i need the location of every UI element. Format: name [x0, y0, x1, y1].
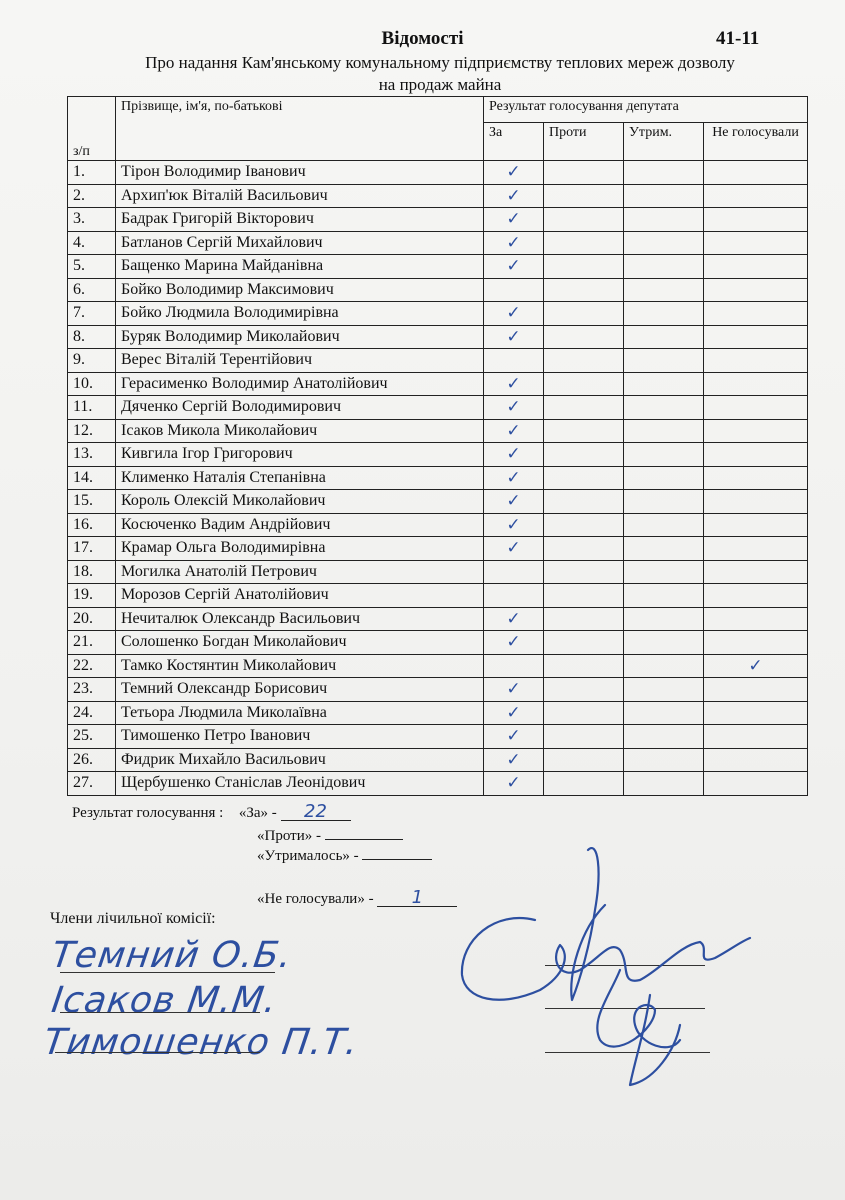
column-header-name: Прізвище, ім'я, по-батькові — [116, 97, 484, 161]
deputy-name: Кивгила Ігор Григорович — [116, 443, 484, 467]
vote-cell-not-voted — [704, 466, 808, 490]
vote-cell-for — [484, 466, 544, 490]
check-mark-icon: ✓ — [506, 491, 521, 512]
deputy-name: Бойко Людмила Володимирівна — [116, 302, 484, 326]
subtitle-line-2: на продаж майна — [378, 75, 502, 94]
vote-cell-for — [484, 772, 544, 796]
deputy-name: Фидрик Михайло Васильович — [116, 748, 484, 772]
deputy-name: Темний Олександр Борисович — [116, 678, 484, 702]
vote-cell-not-voted — [704, 654, 808, 678]
summary-against-value — [325, 839, 403, 840]
vote-cell-abstain — [624, 419, 704, 443]
table-row — [68, 419, 808, 443]
vote-cell-abstain — [624, 231, 704, 255]
vote-cell-for — [484, 513, 544, 537]
deputy-name: Бащенко Марина Майданівна — [116, 255, 484, 279]
commission-label: Члени лічильної комісії: — [50, 910, 216, 927]
table-row — [68, 560, 808, 584]
check-mark-icon: ✓ — [506, 749, 521, 770]
vote-cell-for — [484, 725, 544, 749]
summary-not-voted-label: «Не голосували» - — [257, 891, 374, 907]
row-number: 4. — [68, 231, 116, 255]
vote-cell-abstain — [624, 443, 704, 467]
vote-cell-not-voted — [704, 349, 808, 373]
deputy-name: Тамко Костянтин Миколайович — [116, 654, 484, 678]
deputy-name: Ісаков Микола Миколайович — [116, 419, 484, 443]
table-row — [68, 396, 808, 420]
vote-cell-against — [544, 372, 624, 396]
row-number: 17. — [68, 537, 116, 561]
summary-abstain-label: «Утрималось» - — [257, 848, 359, 864]
table-row — [68, 490, 808, 514]
table-row — [68, 607, 808, 631]
vote-cell-against — [544, 349, 624, 373]
vote-cell-for — [484, 607, 544, 631]
vote-cell-against — [544, 184, 624, 208]
table-row — [68, 466, 808, 490]
vote-cell-for — [484, 631, 544, 655]
vote-cell-for — [484, 372, 544, 396]
commission-member-2-handwritten: Ісаков М.М. — [49, 980, 280, 1021]
table-row — [68, 443, 808, 467]
vote-cell-not-voted — [704, 161, 808, 185]
vote-cell-for — [484, 184, 544, 208]
check-mark-icon: ✓ — [506, 303, 521, 324]
check-mark-icon: ✓ — [506, 444, 521, 465]
vote-cell-abstain — [624, 725, 704, 749]
vote-cell-against — [544, 772, 624, 796]
vote-cell-abstain — [624, 184, 704, 208]
row-number: 6. — [68, 278, 116, 302]
vote-cell-against — [544, 443, 624, 467]
check-mark-icon: ✓ — [506, 373, 521, 394]
vote-cell-against — [544, 584, 624, 608]
vote-cell-for — [484, 701, 544, 725]
vote-cell-for — [484, 443, 544, 467]
commission-member-1-handwritten: Темний О.Б. — [49, 935, 295, 976]
vote-cell-against — [544, 208, 624, 232]
check-mark-icon: ✓ — [506, 256, 521, 277]
vote-cell-for — [484, 278, 544, 302]
vote-cell-for — [484, 748, 544, 772]
vote-cell-against — [544, 537, 624, 561]
vote-cell-not-voted — [704, 419, 808, 443]
vote-cell-abstain — [624, 372, 704, 396]
column-header-result: Результат голосування депутата — [484, 97, 808, 123]
summary-against-label: «Проти» - — [257, 828, 321, 844]
row-number: 2. — [68, 184, 116, 208]
vote-cell-for — [484, 325, 544, 349]
deputy-name: Герасименко Володимир Анатолійович — [116, 372, 484, 396]
table-row — [68, 584, 808, 608]
vote-cell-abstain — [624, 255, 704, 279]
summary-for-value: 22 — [281, 804, 351, 821]
deputy-name: Нечиталюк Олександр Васильович — [116, 607, 484, 631]
vote-cell-abstain — [624, 537, 704, 561]
vote-cell-abstain — [624, 584, 704, 608]
column-header-number: з/п — [68, 97, 116, 161]
check-mark-icon: ✓ — [506, 608, 521, 629]
deputy-name: Тетьора Людмила Миколаївна — [116, 701, 484, 725]
vote-cell-against — [544, 255, 624, 279]
vote-cell-not-voted — [704, 184, 808, 208]
summary-row-abstain — [257, 848, 432, 865]
table-row — [68, 678, 808, 702]
vote-cell-abstain — [624, 349, 704, 373]
voting-table-body — [68, 161, 808, 796]
vote-cell-abstain — [624, 490, 704, 514]
vote-cell-for — [484, 419, 544, 443]
signature-stroke — [462, 918, 750, 1000]
row-number: 9. — [68, 349, 116, 373]
table-row — [68, 654, 808, 678]
table-row — [68, 325, 808, 349]
deputy-name: Батланов Сергій Михайлович — [116, 231, 484, 255]
table-row — [68, 349, 808, 373]
vote-cell-against — [544, 490, 624, 514]
vote-cell-abstain — [624, 631, 704, 655]
vote-cell-for — [484, 161, 544, 185]
table-row — [68, 302, 808, 326]
vote-cell-for — [484, 255, 544, 279]
row-number: 8. — [68, 325, 116, 349]
vote-cell-against — [544, 396, 624, 420]
deputy-name: Морозов Сергій Анатолійович — [116, 584, 484, 608]
summary-row-not-voted — [257, 887, 457, 908]
vote-cell-abstain — [624, 396, 704, 420]
vote-cell-for — [484, 231, 544, 255]
vote-cell-against — [544, 560, 624, 584]
vote-cell-not-voted — [704, 560, 808, 584]
vote-cell-not-voted — [704, 231, 808, 255]
signature-line — [60, 972, 275, 973]
vote-cell-against — [544, 678, 624, 702]
check-mark-icon: ✓ — [506, 632, 521, 653]
signature-line — [55, 1052, 260, 1053]
vote-cell-for — [484, 537, 544, 561]
summary-label: Результат голосування : — [72, 805, 224, 821]
vote-cell-not-voted — [704, 631, 808, 655]
check-mark-icon: ✓ — [506, 467, 521, 488]
row-number: 3. — [68, 208, 116, 232]
row-number: 11. — [68, 396, 116, 420]
document-subtitle — [80, 52, 800, 96]
vote-cell-for — [484, 584, 544, 608]
row-number: 20. — [68, 607, 116, 631]
document-title: Відомості — [381, 28, 464, 49]
deputy-name: Верес Віталій Терентійович — [116, 349, 484, 373]
row-number: 24. — [68, 701, 116, 725]
commission-member-3-handwritten: Тимошенко П.Т. — [41, 1022, 362, 1063]
vote-cell-against — [544, 466, 624, 490]
row-number: 13. — [68, 443, 116, 467]
column-header-against: Проти — [544, 123, 624, 161]
vote-cell-against — [544, 231, 624, 255]
vote-cell-abstain — [624, 208, 704, 232]
vote-cell-for — [484, 302, 544, 326]
table-row — [68, 255, 808, 279]
vote-cell-not-voted — [704, 748, 808, 772]
table-row — [68, 631, 808, 655]
table-row — [68, 513, 808, 537]
vote-cell-not-voted — [704, 678, 808, 702]
vote-cell-not-voted — [704, 443, 808, 467]
vote-cell-for — [484, 208, 544, 232]
vote-cell-not-voted — [704, 208, 808, 232]
row-number: 22. — [68, 654, 116, 678]
vote-cell-against — [544, 419, 624, 443]
table-row — [68, 701, 808, 725]
vote-cell-for — [484, 654, 544, 678]
subtitle-line-1: Про надання Кам'янському комунальному підприємству теплових мереж дозволу — [145, 53, 735, 72]
vote-cell-for — [484, 396, 544, 420]
table-row — [68, 161, 808, 185]
document-number: 41-11 — [716, 28, 760, 49]
check-mark-icon: ✓ — [506, 209, 521, 230]
row-number: 14. — [68, 466, 116, 490]
check-mark-icon: ✓ — [506, 538, 521, 559]
check-mark-icon: ✓ — [506, 420, 521, 441]
vote-cell-not-voted — [704, 278, 808, 302]
voting-table — [67, 96, 808, 796]
table-row — [68, 184, 808, 208]
vote-cell-not-voted — [704, 537, 808, 561]
vote-cell-abstain — [624, 701, 704, 725]
vote-cell-abstain — [624, 654, 704, 678]
table-row — [68, 537, 808, 561]
vote-cell-not-voted — [704, 701, 808, 725]
column-header-not-voted: Не голосували — [704, 123, 808, 161]
check-mark-icon: ✓ — [506, 702, 521, 723]
deputy-name: Крамар Ольга Володимирівна — [116, 537, 484, 561]
table-row — [68, 372, 808, 396]
vote-cell-abstain — [624, 560, 704, 584]
summary-abstain-value — [362, 859, 432, 860]
vote-cell-abstain — [624, 325, 704, 349]
vote-cell-against — [544, 302, 624, 326]
vote-cell-against — [544, 654, 624, 678]
summary-row-for — [72, 801, 351, 822]
vote-cell-not-voted — [704, 396, 808, 420]
column-header-for: За — [484, 123, 544, 161]
vote-cell-against — [544, 631, 624, 655]
vote-cell-against — [544, 513, 624, 537]
vote-cell-not-voted — [704, 372, 808, 396]
table-row — [68, 725, 808, 749]
vote-cell-against — [544, 325, 624, 349]
vote-cell-against — [544, 725, 624, 749]
row-number: 19. — [68, 584, 116, 608]
vote-cell-for — [484, 490, 544, 514]
vote-cell-abstain — [624, 748, 704, 772]
check-mark-icon: ✓ — [506, 232, 521, 253]
check-mark-icon: ✓ — [506, 773, 521, 794]
vote-cell-abstain — [624, 678, 704, 702]
row-number: 21. — [68, 631, 116, 655]
deputy-name: Солошенко Богдан Миколайович — [116, 631, 484, 655]
deputy-name: Могилка Анатолій Петрович — [116, 560, 484, 584]
check-mark-icon: ✓ — [506, 185, 521, 206]
vote-cell-not-voted — [704, 513, 808, 537]
check-mark-icon: ✓ — [506, 326, 521, 347]
check-mark-icon: ✓ — [506, 397, 521, 418]
check-mark-icon: ✓ — [748, 655, 763, 676]
deputy-name: Король Олексій Миколайович — [116, 490, 484, 514]
handwritten-signatures — [440, 830, 770, 1100]
vote-cell-against — [544, 748, 624, 772]
check-mark-icon: ✓ — [506, 514, 521, 535]
vote-cell-for — [484, 678, 544, 702]
check-mark-icon: ✓ — [506, 679, 521, 700]
table-row — [68, 208, 808, 232]
deputy-name: Тимошенко Петро Іванович — [116, 725, 484, 749]
summary-row-against — [257, 828, 403, 845]
deputy-name: Бойко Володимир Максимович — [116, 278, 484, 302]
check-mark-icon: ✓ — [506, 726, 521, 747]
vote-cell-abstain — [624, 466, 704, 490]
row-number: 12. — [68, 419, 116, 443]
row-number: 23. — [68, 678, 116, 702]
signature-stroke — [597, 970, 680, 1047]
vote-cell-against — [544, 161, 624, 185]
signature-line — [60, 1012, 260, 1013]
vote-cell-not-voted — [704, 325, 808, 349]
deputy-name: Щербушенко Станіслав Леонідович — [116, 772, 484, 796]
vote-cell-not-voted — [704, 255, 808, 279]
row-number: 26. — [68, 748, 116, 772]
vote-cell-for — [484, 349, 544, 373]
vote-cell-abstain — [624, 607, 704, 631]
summary-for-label: «За» - — [238, 805, 277, 821]
deputy-name: Архип'юк Віталій Васильович — [116, 184, 484, 208]
vote-cell-for — [484, 560, 544, 584]
vote-cell-abstain — [624, 513, 704, 537]
deputy-name: Буряк Володимир Миколайович — [116, 325, 484, 349]
vote-cell-abstain — [624, 161, 704, 185]
vote-cell-not-voted — [704, 584, 808, 608]
row-number: 25. — [68, 725, 116, 749]
table-row — [68, 278, 808, 302]
row-number: 5. — [68, 255, 116, 279]
deputy-name: Косюченко Вадим Андрійович — [116, 513, 484, 537]
vote-cell-abstain — [624, 278, 704, 302]
signature-stroke — [571, 848, 605, 1000]
deputy-name: Тірон Володимир Іванович — [116, 161, 484, 185]
vote-cell-abstain — [624, 772, 704, 796]
column-header-abstain: Утрим. — [624, 123, 704, 161]
vote-cell-not-voted — [704, 302, 808, 326]
table-row — [68, 231, 808, 255]
vote-cell-not-voted — [704, 607, 808, 631]
check-mark-icon: ✓ — [506, 162, 521, 183]
vote-cell-abstain — [624, 302, 704, 326]
deputy-name: Бадрак Григорій Вікторович — [116, 208, 484, 232]
row-number: 18. — [68, 560, 116, 584]
vote-cell-not-voted — [704, 725, 808, 749]
row-number: 27. — [68, 772, 116, 796]
vote-cell-against — [544, 278, 624, 302]
table-row — [68, 772, 808, 796]
row-number: 7. — [68, 302, 116, 326]
vote-cell-against — [544, 701, 624, 725]
vote-cell-not-voted — [704, 772, 808, 796]
deputy-name: Дяченко Сергій Володимирович — [116, 396, 484, 420]
row-number: 16. — [68, 513, 116, 537]
vote-cell-not-voted — [704, 490, 808, 514]
row-number: 10. — [68, 372, 116, 396]
row-number: 1. — [68, 161, 116, 185]
summary-not-voted-value: 1 — [377, 890, 457, 907]
deputy-name: Клименко Наталія Степанівна — [116, 466, 484, 490]
row-number: 15. — [68, 490, 116, 514]
table-row — [68, 748, 808, 772]
vote-cell-against — [544, 607, 624, 631]
